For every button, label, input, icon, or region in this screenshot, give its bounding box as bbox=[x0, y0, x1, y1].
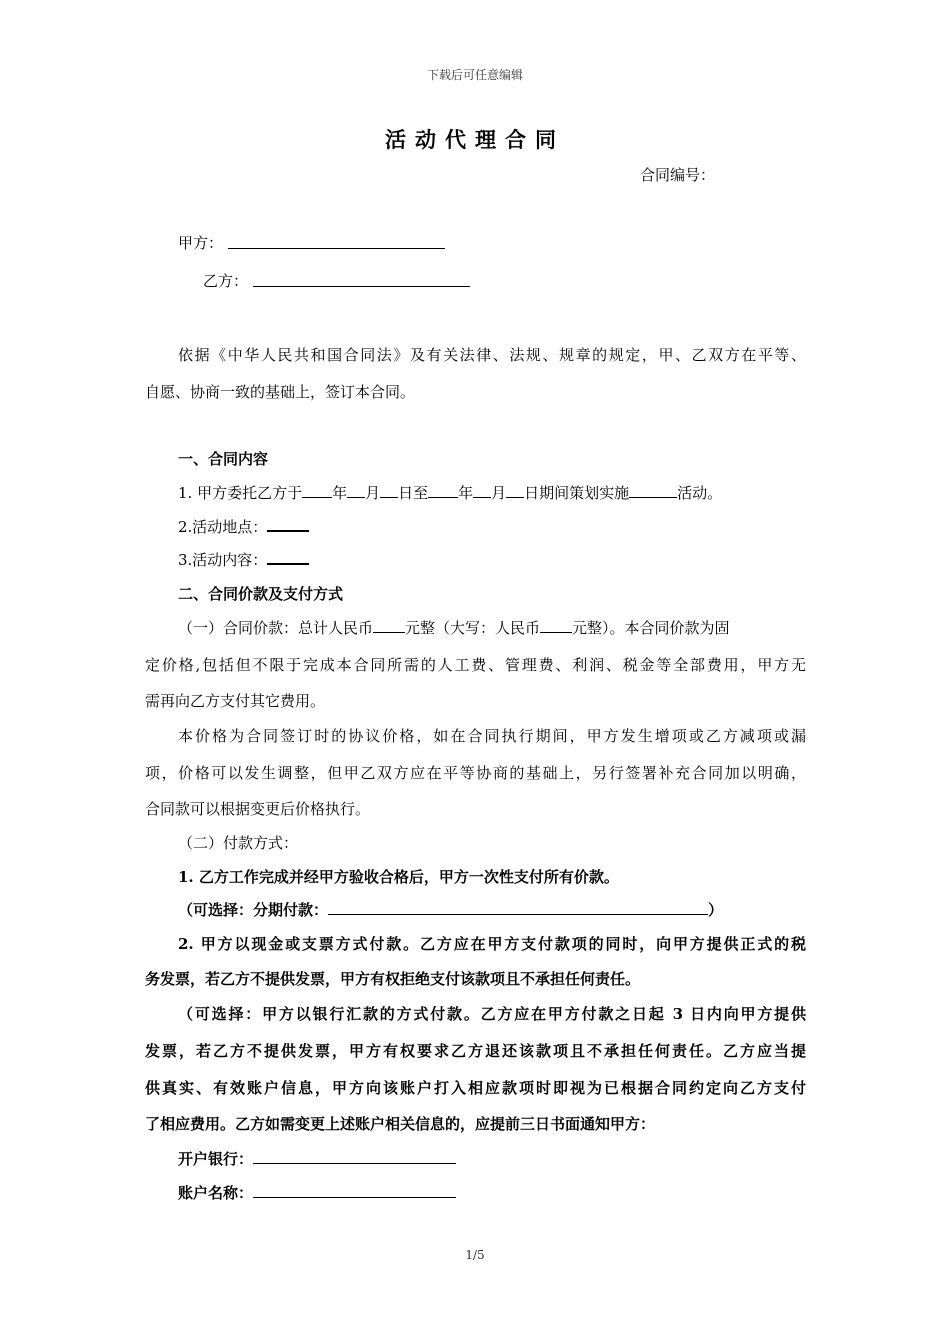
bank-option-line-2: 发票，若乙方不提供发票，甲方有权要求乙方退还该款项且不承担任何责任。乙方应当提 bbox=[145, 1042, 806, 1060]
location-blank bbox=[267, 518, 309, 532]
item1-text-a: 1. 甲方委托乙方于 bbox=[178, 484, 303, 502]
month-blank-2 bbox=[473, 485, 491, 498]
section-1-heading: 一、合同内容 bbox=[178, 450, 269, 468]
year-blank bbox=[302, 485, 332, 498]
price-text-a: （一）合同价款：总计人民币 bbox=[178, 619, 374, 637]
account-name-blank bbox=[253, 1185, 456, 1198]
item1-text-f: 月 bbox=[491, 484, 507, 502]
payment-clause-1: 1. 乙方工作完成并经甲方验收合格后，甲方一次性支付所有价款。 bbox=[178, 868, 619, 886]
installment-prefix: （可选择：分期付款： bbox=[178, 901, 329, 919]
installment-suffix: ） bbox=[708, 901, 724, 919]
price-text-c: 元整）。本合同价款为固 bbox=[572, 619, 730, 637]
day-blank-2 bbox=[506, 485, 524, 498]
day-blank bbox=[380, 485, 398, 498]
adjust-line-1: 本价格为合同签订时的协议价格，如在合同执行期间，甲方发生增项或乙方减项或漏 bbox=[178, 727, 806, 745]
section-1-item-2 bbox=[178, 516, 309, 537]
item1-text-g: 日期间策划实施 bbox=[524, 484, 630, 502]
payment-clause-2-line-2: 务发票，若乙方不提供发票，甲方有权拒绝支付该款项且不承担任何责任。 bbox=[145, 970, 641, 988]
item2-label: 2.活动地点： bbox=[178, 518, 268, 536]
account-name-label: 账户名称： bbox=[178, 1184, 254, 1202]
item1-text-d: 日至 bbox=[398, 484, 429, 502]
item3-label: 3.活动内容： bbox=[178, 551, 268, 569]
party-b-label: 乙方： bbox=[203, 272, 249, 290]
section-1-item-1 bbox=[178, 482, 722, 503]
party-b-blank bbox=[253, 286, 470, 287]
price-text-b: 元整（大写：人民币 bbox=[405, 619, 541, 637]
price-line-1 bbox=[178, 617, 730, 638]
party-a-blank bbox=[228, 248, 445, 249]
installment-option bbox=[178, 899, 723, 920]
price-line-3: 需再向乙方支付其它费用。 bbox=[145, 692, 326, 710]
account-name-field bbox=[178, 1182, 456, 1203]
price-line-2: 定价格,包括但不限于完成本合同所需的人工费、管理费、利润、税金等全部费用，甲方无 bbox=[145, 656, 806, 674]
page-number: 1/5 bbox=[465, 1248, 485, 1262]
intro-line-1: 依据《中华人民共和国合同法》及有关法律、法规、规章的规定，甲、乙双方在平等、 bbox=[178, 346, 806, 364]
adjust-line-2: 项，价格可以发生调整，但甲乙双方应在平等协商的基础上，另行签署补充合同加以明确， bbox=[145, 764, 806, 782]
section-2-heading: 二、合同价款及支付方式 bbox=[178, 585, 344, 603]
section-1-item-3 bbox=[178, 549, 309, 570]
adjust-line-3: 合同款可以根据变更后价格执行。 bbox=[145, 800, 371, 818]
party-a-label: 甲方： bbox=[178, 234, 224, 252]
contract-number-label: 合同编号： bbox=[640, 166, 716, 184]
bank-name-field bbox=[178, 1148, 456, 1169]
payment-heading: （二）付款方式： bbox=[178, 834, 299, 852]
item1-text-h: 活动。 bbox=[677, 484, 723, 502]
bank-option-line-3: 供真实、有效账户信息，甲方向该账户打入相应款项时即视为已根据合同约定向乙方支付 bbox=[145, 1079, 806, 1097]
bank-name-label: 开户银行： bbox=[178, 1150, 254, 1168]
header-note: 下载后可任意编辑 bbox=[426, 68, 523, 82]
item1-text-e: 年 bbox=[458, 484, 474, 502]
intro-line-2: 自愿、协商一致的基础上，签订本合同。 bbox=[145, 383, 416, 401]
item1-text-b: 年 bbox=[332, 484, 348, 502]
payment-clause-2-line-1: 2. 甲方以现金或支票方式付款。乙方应在甲方支付款项的同时，向甲方提供正式的税 bbox=[178, 935, 806, 953]
content-blank bbox=[267, 551, 309, 565]
bank-name-blank bbox=[253, 1151, 456, 1164]
bank-option-line-1: （可选择：甲方以银行汇款的方式付款。乙方应在甲方付款之日起 3 日内向甲方提供 bbox=[178, 1005, 806, 1023]
price-words-blank bbox=[540, 620, 572, 633]
month-blank bbox=[347, 485, 365, 498]
year-blank-2 bbox=[428, 485, 458, 498]
price-blank bbox=[373, 620, 405, 633]
document-title: 活动代理合同 bbox=[385, 127, 565, 152]
item1-text-c: 月 bbox=[365, 484, 381, 502]
activity-blank bbox=[629, 485, 677, 498]
bank-option-line-4: 了相应费用。乙方如需变更上述账户相关信息的，应提前三日书面通知甲方： bbox=[145, 1115, 656, 1133]
installment-blank bbox=[328, 902, 708, 915]
